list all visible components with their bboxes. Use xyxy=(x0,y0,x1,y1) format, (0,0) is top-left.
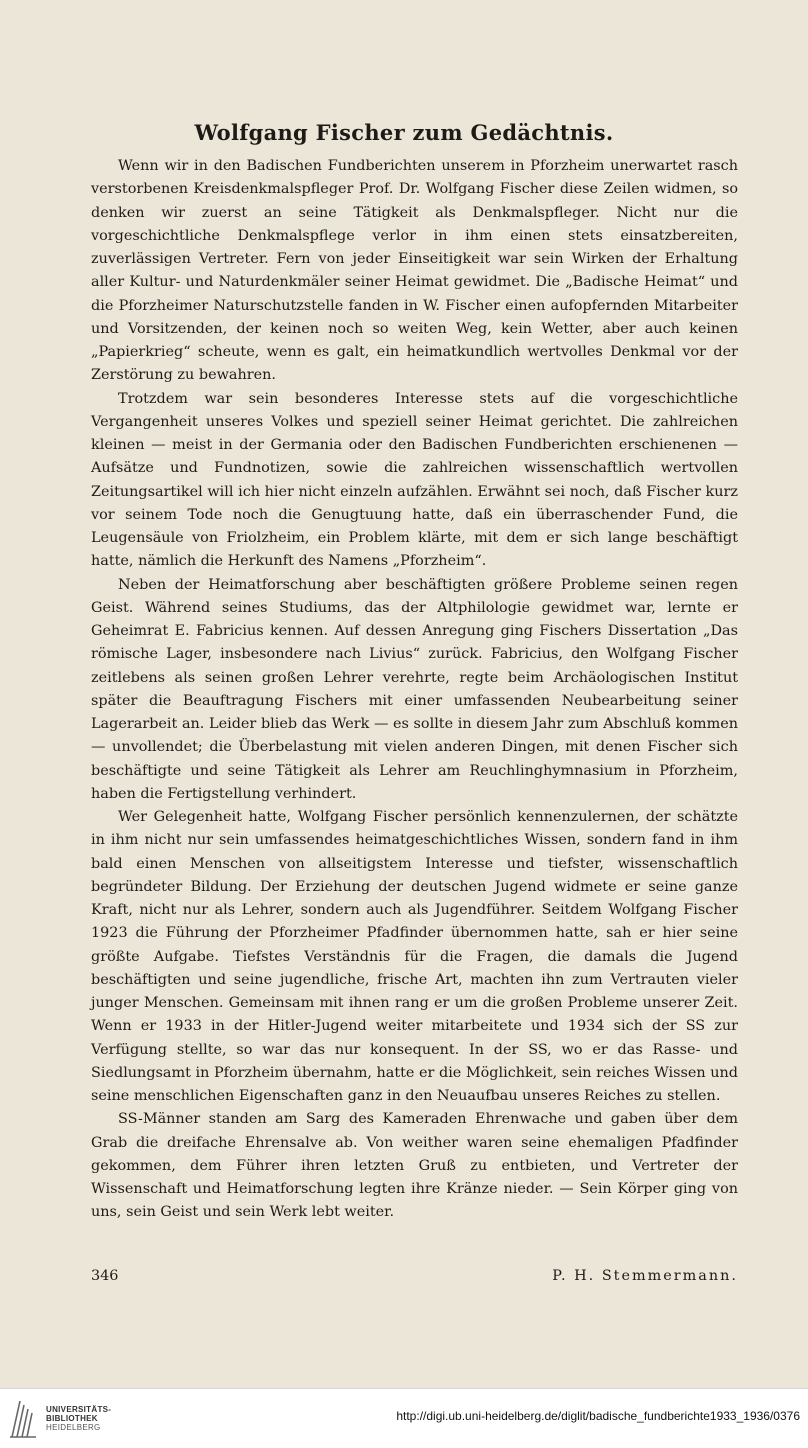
library-name-line-1: UNIVERSITÄTS- xyxy=(46,1405,112,1414)
paragraph-4: Wer Gelegenheit hatte, Wolfgang Fischer persönlich kennenzulernen, der schätzte in ihm nicht nur sein umfassendes heimatgeschichtliches Wissen, sondern fand in ihm bald einen Menschen von allseitigstem Interesse und tiefster, wissenschaftlich begründeter Bildung. Der Erziehung der deutschen Jugend widmete er seine ganze Kraft, nicht nur als Lehrer, sondern auch als Jugendführer. Seitdem Wolfgang Fischer 1923 die Führung der Pforzheimer Pfadfinder übernommen hatte, sah er hier seine größte Aufgabe. Tiefstes Verständnis für die Fragen, die damals die Jugend beschäftigten und seine jugendliche, frische Art, machten ihn zum Vertrauten vieler junger Menschen. Gemeinsam mit ihnen rang er um die großen Probleme unserer Zeit. Wenn er 1933 in der Hitler-Jugend weiter mitarbeitete und 1934 sich der SS zur Verfügung stellte, so war das nur konsequent. In der SS, wo er das Rasse- und Siedlungsamt in Pforzheim übernahm, hatte er die Möglichkeit, sein reiches Wissen und seine menschlichen Eigenschaften ganz in den Neuaufbau unseres Reiches zu stellen. xyxy=(91,809,738,1104)
page-footer xyxy=(91,1268,738,1292)
library-name-line-2: BIBLIOTHEK xyxy=(46,1414,98,1423)
article-title: Wolfgang Fischer zum Gedächtnis. xyxy=(194,120,614,145)
paragraph-1: Wenn wir in den Badischen Fundberichten unserem in Pforzheim unerwartet rasch verstorbenen Kreisdenkmalspfleger Prof. Dr. Wolfgang Fischer diese Zeilen widmen, so denken wir zuerst an seine Tätigkeit als Denkmalspfleger. Nicht nur die vorgeschichtliche Denkmalspflege verlor in ihm einen stets einsatzbereiten, zuverlässigen Vertreter. Fern von jeder Einseitigkeit war sein Wirken der Erhaltung aller Kultur- und Naturdenkmäler seiner Heimat gewidmet. Die „Badische Heimat“ und die Pforzheimer Naturschutzstelle fanden in W. Fischer einen aufopfernden Mitarbeiter und Vorsitzenden, der keinen noch so weiten Weg, kein Wetter, aber auch keinen „Papierkrieg“ scheute, wenn es galt, ein heimatkundlich wertvolles Denkmal vor der Zerstörung zu bewahren. xyxy=(91,158,738,384)
paragraph-3: Neben der Heimatforschung aber beschäftigten größere Probleme seinen regen Geist. Während seines Studiums, das der Altphilologie gewidmet war, lernte er Geheimrat E. Fabricius kennen. Auf dessen Anregung ging Fischers Dissertation „Das römische Lager, insbesondere nach Livius“ zurück. Fabricius, den Wolfgang Fischer zeitlebens als seinen großen Lehrer verehrte, regte beim Archäologischen Institut später die Beauftragung Fischers mit einer umfassenden Neubearbeitung seiner Lagerarbeit an. Leider blieb das Werk — es sollte in diesem Jahr zum Abschluß kommen — unvollendet; die Überbelastung mit vielen anderen Dingen, mit denen Fischer sich beschäftigte und seine Tätigkeit als Lehrer am Reuchlinghymnasium in Pforzheim, haben die Fertigstellung verhindert. xyxy=(91,576,738,802)
author-signature: P. H. Stemmermann. xyxy=(552,1268,738,1284)
article-body xyxy=(91,155,738,1225)
library-name-line-3: HEIDELBERG xyxy=(46,1423,101,1432)
university-library-logo-icon xyxy=(8,1397,38,1441)
page-number: 346 xyxy=(91,1268,119,1284)
library-footer-bar xyxy=(0,1388,808,1448)
library-name xyxy=(46,1405,111,1432)
permalink-url[interactable]: http://digi.ub.uni-heidelberg.de/diglit/badische_fundberichte1933_1936/0376 xyxy=(396,1409,800,1423)
paragraph-5: SS-Männer standen am Sarg des Kameraden Ehrenwache und gaben über dem Grab die dreifache Ehrensalve ab. Von weither waren seine ehemaligen Pfadfinder gekommen, dem Führer ihren letzten Gruß zu entbieten, und Vertreter der Wissenschaft und Heimatforschung legten ihre Kränze nieder. — Sein Körper ging von uns, sein Geist und sein Werk lebt weiter. xyxy=(91,1111,738,1221)
paragraph-2: Trotzdem war sein besonderes Interesse stets auf die vorgeschichtliche Vergangenheit unseres Volkes und speziell seiner Heimat gerichtet. Die zahlreichen kleinen — meist in der Germania oder den Badischen Fundberichten erschienenen — Aufsätze und Fundnotizen, sowie die zahlreichen wissenschaftlich wertvollen Zeitungsartikel will ich hier nicht einzeln aufzählen. Erwähnt sei noch, daß Fischer kurz vor seinem Tode noch die Genugtuung hatte, daß ein überraschender Fund, die Leugensäule von Friolzheim, ein Problem klärte, mit dem er sich lange beschäftigt hatte, nämlich die Herkunft des Namens „Pforzheim“. xyxy=(91,390,738,570)
